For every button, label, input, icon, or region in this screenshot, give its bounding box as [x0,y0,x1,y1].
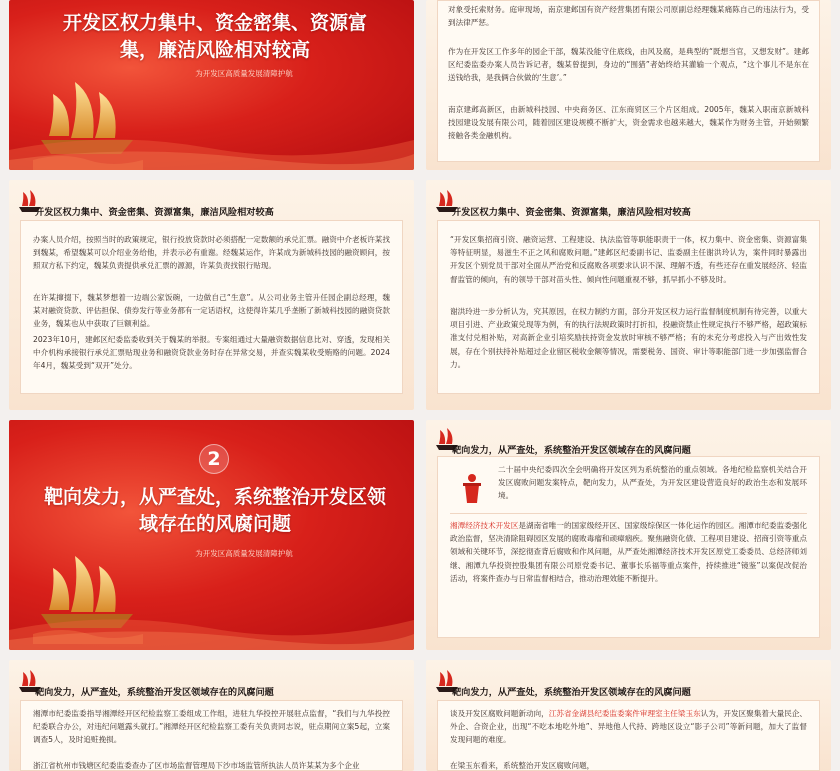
slide-8-heading: 靶向发力，从严查处，系统整治开发区领域存在的风腐问题 [452,687,691,698]
wave-decoration [9,110,414,170]
slide-8-paragraph-2: 在梁玉东看来，系统整治开发区腐败问题， [450,761,595,770]
section-number: 2 [207,448,221,470]
slide-1-cover[interactable] [9,0,414,170]
slide-6-paragraph-1: 二十届中央纪委四次全会明确将开发区列为系统整治的重点领域。各地纪检监察机关结合开发区腐败问题发案特点，靶向发力，从严查处，为开发区建设营造良好的政治生态和发展环境。 [498,465,807,501]
slide-8-content-card [437,700,820,771]
slide-6-paragraph-2 [450,519,807,585]
slide-6-heading: 靶向发力，从严查处，系统整治开发区领域存在的风腐问题 [452,445,691,456]
slide-8[interactable] [426,660,831,771]
slide-3-heading: 开发区权力集中、资金密集、资源富集，廉洁风险相对较高 [35,207,274,218]
slide-5-title: 靶向发力，从严查处，系统整治开发区领域存在的风腐问题 [43,486,386,535]
slide-8-paragraph-1 [450,707,807,747]
slide-7-paragraph-2: 浙江省杭州市钱塘区纪委监委查办了区市场监督管理局下沙市场监管所执法人员许某某为多个企业 [33,761,360,770]
slide-2-paragraph-2: 作为在开发区工作多年的园企干部，魏某没能守住底线，由风及腐，是典型的“既想当官，又想发财”。建邺区纪委监委办案人员告诉记者，魏某曾提到，身边的“围猎”者始终给其灌输一个观点，“这个事儿不是东在送钱给我，是我俩合伙做的‘生意’。” [448,47,809,83]
slide-5-subtitle: 为开发区高质量发展清障护航 [195,549,293,558]
slide-3[interactable] [9,180,414,410]
slide-4[interactable] [426,180,831,410]
podium-speaker-icon [460,473,484,505]
slide-4-paragraph-2: 谢洪玲进一步分析认为，究其原因，在权力制约方面，部分开发区权力运行监督制度机制有待完善，以重大项目引进、产业政策兑现等为例，有的执行法规政策时打折扣，投融资禁止性规定执行不够严格，超政策标准支付兑相补贴，对高新企业引培奖励扶持资金发放时审核不够严格；有的未充分考虑投入与产出效性发展，存在个别扶持补贴超过企业留区税收金额等情况，需要税务、国资、审计等职能部门进一步加强监督合力。 [450,307,807,369]
slide-2-paragraph-3: 南京建邺高新区，由新城科技园、中央商务区、江东商贸区三个片区组成。2005年，魏某入职南京新城科技园建设发展有限公司，随着园区建设规模不断扩大，资金需求也越来越大，魏某作为财务主管，开始频繁接触各类金融机构。 [448,105,809,141]
slide-8-p1-body: 认为，开发区聚集着大量民企、外企、合资企业，出现“不吃本地吃外地”、异地他人代持、跨地区设立“影子公司”等新问题，加大了监督发现问题的难度。 [450,709,808,745]
slide-7-paragraph-1: 湘潭市纪委监委指导湘潭经开区纪检监察工委组成工作组，进驻九华投控开展驻点监督，“我们与九华投控纪委联合办公，对违纪问题露头就打。”湘潭经开区纪检监察工委有关负责同志说，驻点期间立案5起，立案调查5人，及时追赃挽损。 [33,709,390,745]
slide-2[interactable] [426,0,831,170]
slide-5-section-cover[interactable] [9,420,414,650]
wave-decoration [9,590,414,650]
slide-3-content-card [20,220,403,394]
slide-7-content-card [20,700,403,771]
slide-8-p1-lead: 谈及开发区腐败问题新动向， [450,709,549,718]
slide-6-content-card [437,456,820,638]
slide-4-paragraph-1: “开发区集招商引资、融资运营、工程建设、执法监管等职能职责于一体，权力集中、资金密集、资源富集等特征明显，易滋生不正之风和腐败问题。”建邺区纪委副书记、监委副主任谢洪玲认为，案件同时暴露出开发区个别党员干部对全面从严治党和反腐败各项要求认识不深、理解不透，有些还存在重发展经济、轻监督监管的倾向，有的领导干部对苗头性、倾向性问题重视不够，抓早抓小不够及时。 [450,235,807,284]
highlight-zone-name: 湘潭经济技术开发区 [450,521,519,530]
slide-7[interactable] [9,660,414,771]
slide-7-heading: 靶向发力，从严查处，系统整治开发区领域存在的风腐问题 [35,687,274,698]
slide-4-content-card [437,220,820,394]
highlight-official-name: 江苏省金湖县纪委监委案件审理室主任梁玉东 [548,709,701,718]
slide-3-paragraph-1: 办案人员介绍，按照当时的政策规定，银行投放贷款时必须搭配一定数额的承兑汇票。融资中介老板许某找到魏某，希望魏某可以介绍业务给他，并表示必有重谢。经魏某运作，许某成为新城科技园的融资顾问，按照双方私下约定，魏某负责提供承兑汇票的源源，许某负责找银行贴现。 [33,235,390,271]
slide-1-title: 开发区权力集中、资金密集、资源富集，廉洁风险相对较高 [62,12,367,61]
slide-3-paragraph-3: 2023年10月，建邺区纪委监委收到关于魏某的举报。专案组通过大量融资数据信息比对、穿透，发现相关中介机构承接银行承兑汇票贴现业务和融资贷款业务时存在异常交易，并查实魏某收受贿赂的问题。2024年4月，魏某受到“双开”处分。 [33,335,390,371]
slide-2-paragraph-1: 对象受托索财务。庭审现场，南京建邺国有资产经营集团有限公司原副总经理魏某痛陈自己的违法行为，受到法律严惩。 [448,5,809,28]
slide-1-subtitle: 为开发区高质量发展清障护航 [195,69,293,78]
slide-4-heading: 开发区权力集中、资金密集、资源富集，廉洁风险相对较高 [452,207,691,218]
slide-6[interactable] [426,420,831,650]
slide-3-paragraph-2: 在许某撺掇下，魏某梦想着一边端公家饭碗，一边做自己“生意”。从公司业务主管升任园企副总经理，魏某对融资贷款、评估担保、债券发行等业务都有一定话语权，这使得许某几乎垄断了新城科技园的融资贷款业务，魏某也从中获取了巨额利益。 [33,293,390,329]
slide-2-content-card [437,0,820,162]
divider [450,513,807,514]
slide-6-paragraph-2-body: 是湖南省唯一的国家级经开区、国家级综保区一体化运作的园区。湘潭市纪委监委强化政治监督，坚决清除阻碍园区发展的腐败毒瘤和顽瘴痼疾。聚焦融资化债、工程项目建设、招商引资等重点领域和关键环节，深挖彻查背后腐败和作风问题，从严查处湘潭经济技术开发区原党工委委员、总经济师刘继、湘潭九华投资控股集团有限公司原党委书记、董事长乐福等重点案件，持续推进“镜鉴”以案促改促治活动，将案件查办与日常监督相结合，推动治理效能不断提升。 [450,521,808,583]
